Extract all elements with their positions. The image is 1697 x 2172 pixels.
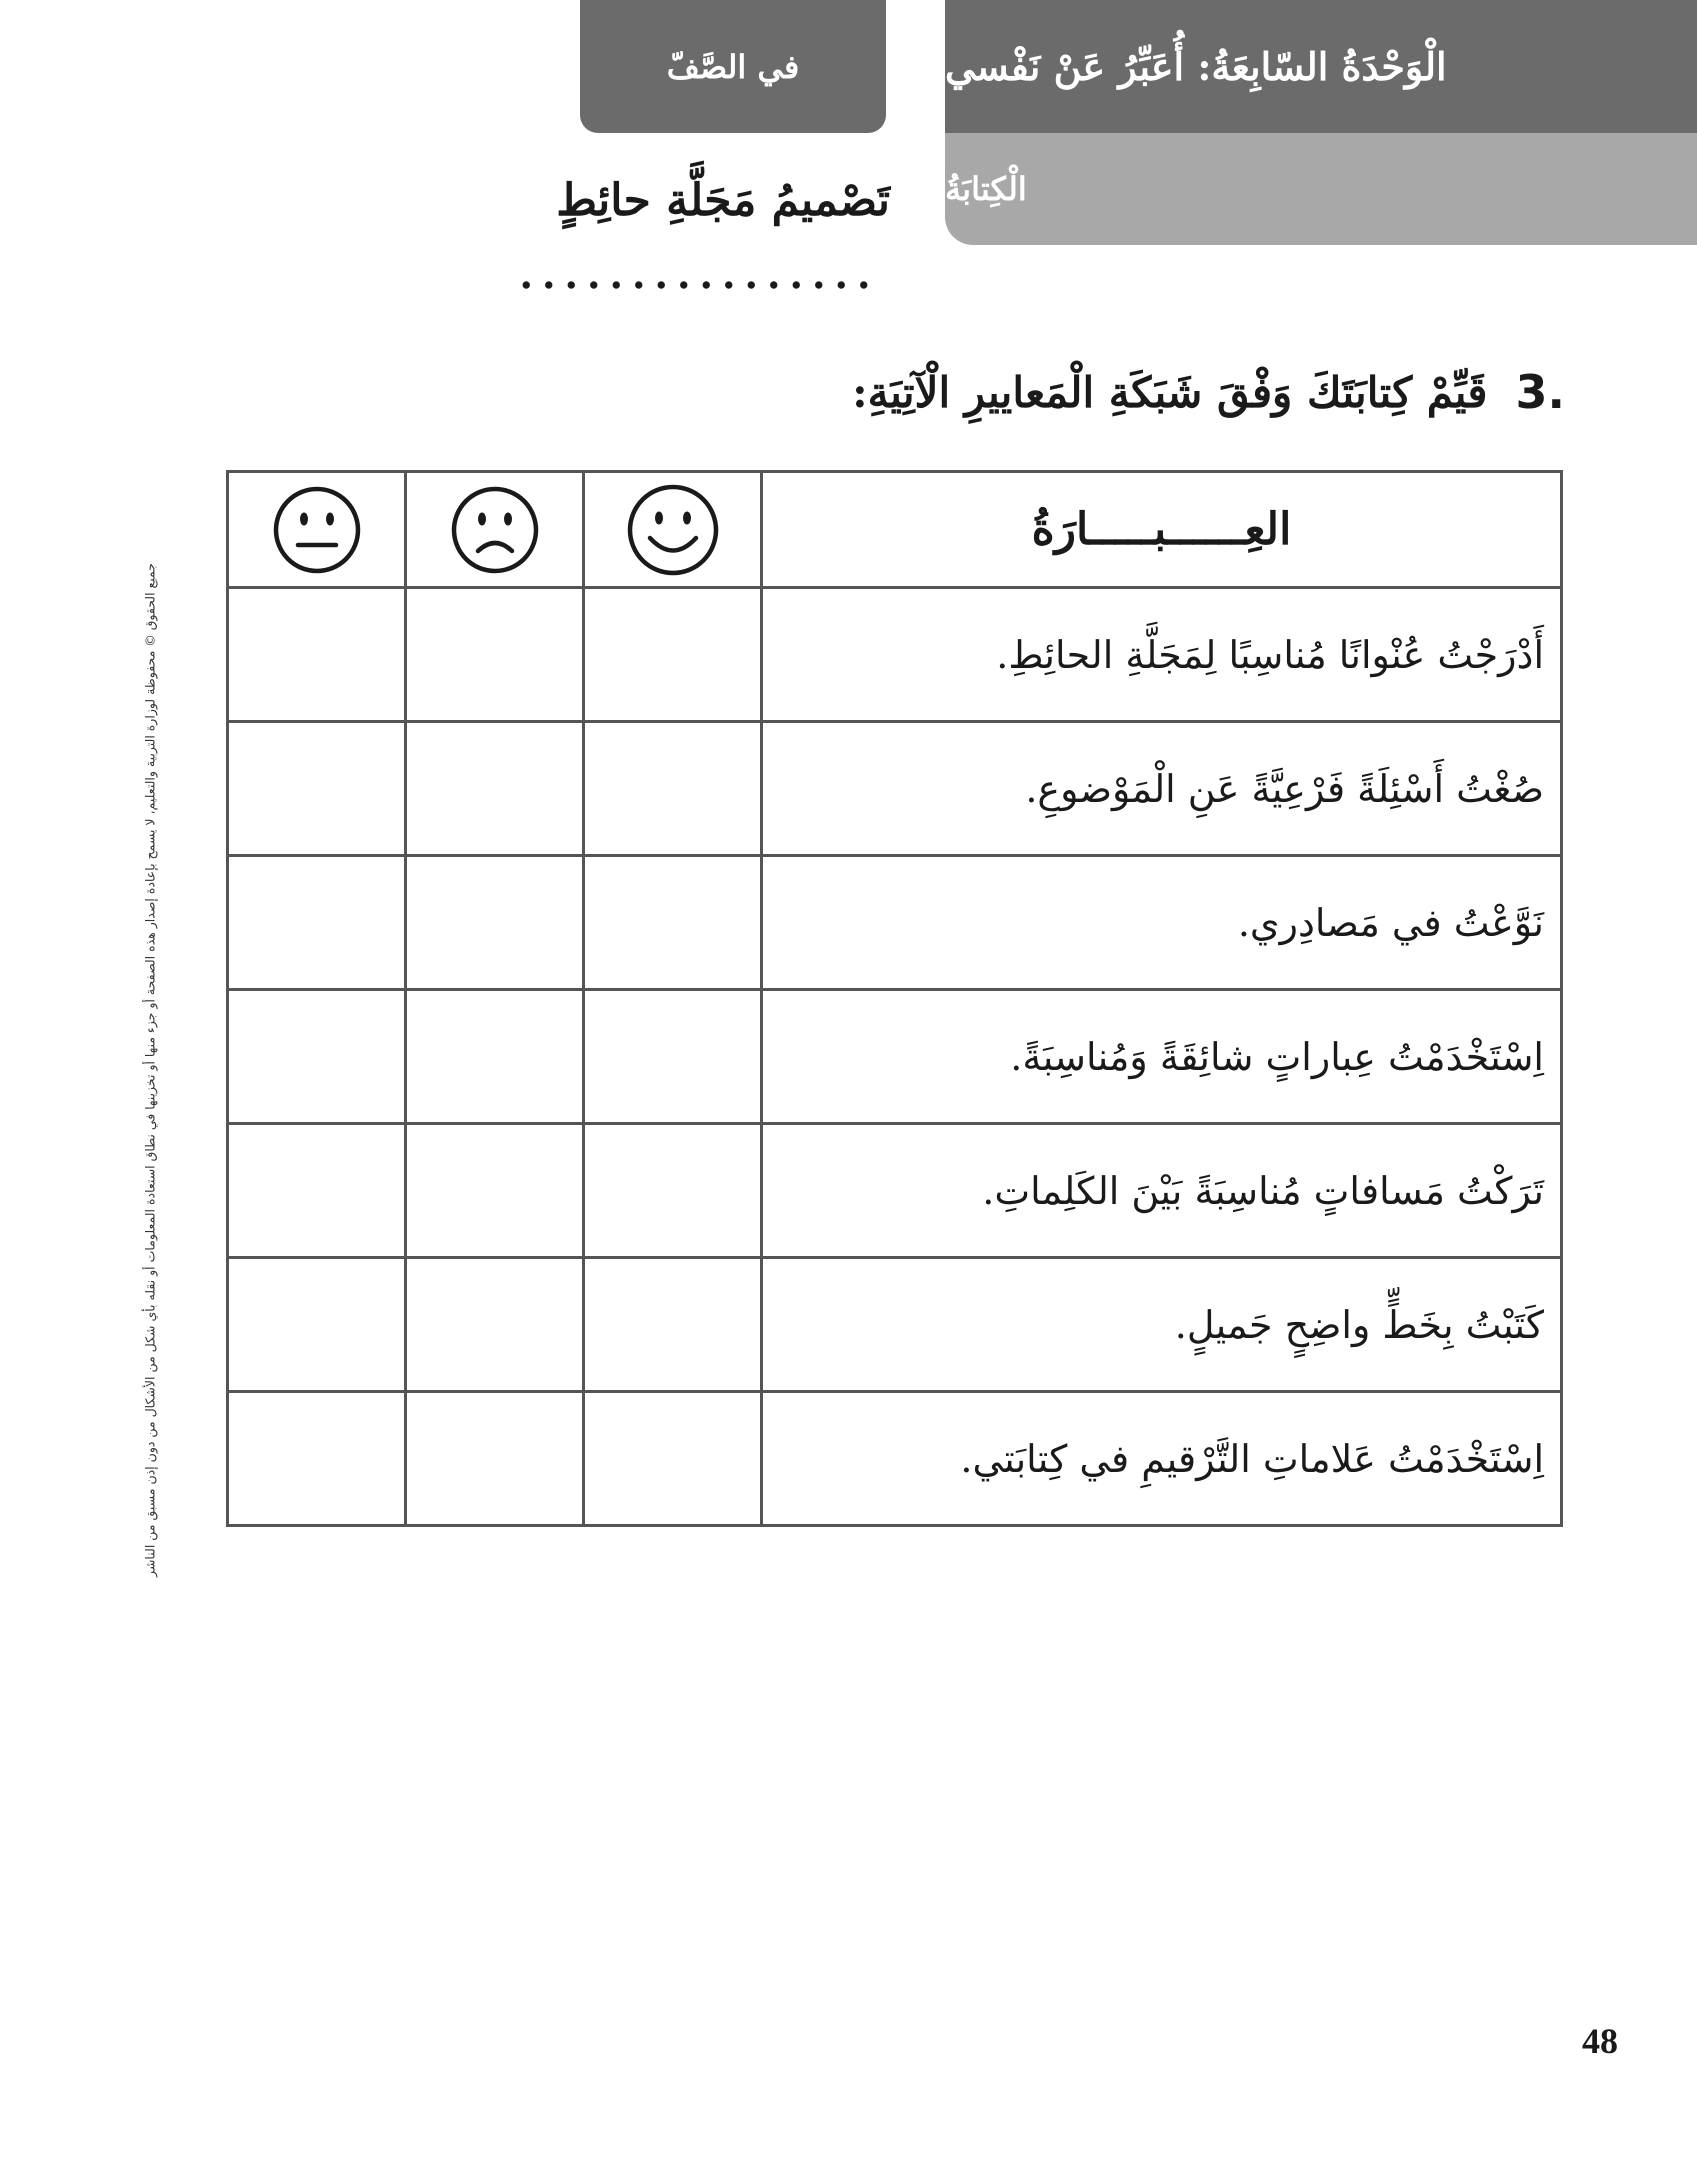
- happy-rating-cell[interactable]: [584, 856, 762, 990]
- statement-cell: أَدْرَجْتُ عُنْوانًا مُناسِبًا لِمَجَلَّةِ الحائِطِ.: [762, 588, 1562, 722]
- happy-rating-cell[interactable]: [584, 1258, 762, 1392]
- statement-cell: اِسْتَخْدَمْتُ عِباراتٍ شائِقَةً وَمُناسِبَةً.: [762, 990, 1562, 1124]
- sad-rating-cell[interactable]: [406, 1258, 584, 1392]
- question-instruction: [700, 365, 1565, 419]
- sad-rating-cell[interactable]: [406, 856, 584, 990]
- statement-cell: كَتَبْتُ بِخَطٍّ واضِحٍ جَميلٍ.: [762, 1258, 1562, 1392]
- statement-cell: اِسْتَخْدَمْتُ عَلاماتِ التَّرْقيمِ في كِتابَتي.: [762, 1392, 1562, 1526]
- neutral-rating-cell[interactable]: [228, 588, 406, 722]
- neutral-column-header: [228, 472, 406, 588]
- sad-column-header: [406, 472, 584, 588]
- happy-rating-cell[interactable]: [584, 588, 762, 722]
- unit-title: الْوَحْدَةُ السّابِعَةُ: أُعَبِّرُ عَنْ نَفْسي: [945, 44, 1447, 89]
- table-row: [228, 588, 1562, 722]
- dotted-divider: [515, 280, 875, 290]
- neutral-face-icon: [272, 485, 362, 575]
- happy-face-icon: [626, 483, 720, 577]
- table-row: [228, 722, 1562, 856]
- question-number: 3.: [1515, 365, 1565, 419]
- sad-rating-cell[interactable]: [406, 990, 584, 1124]
- neutral-rating-cell[interactable]: [228, 722, 406, 856]
- statement-header: العِــــــبـــــارَةُ: [762, 472, 1562, 588]
- sad-rating-cell[interactable]: [406, 1392, 584, 1526]
- class-tab-label: في الصَّفّ: [666, 47, 800, 86]
- neutral-rating-cell[interactable]: [228, 1124, 406, 1258]
- neutral-rating-cell[interactable]: [228, 1392, 406, 1526]
- neutral-rating-cell[interactable]: [228, 856, 406, 990]
- question-text: قَيِّمْ كِتابَتَكَ وَفْقَ شَبَكَةِ الْمَعاييرِ الْآتِيَةِ:: [852, 367, 1488, 417]
- statement-cell: نَوَّعْتُ في مَصادِري.: [762, 856, 1562, 990]
- statement-cell: صُغْتُ أَسْئِلَةً فَرْعِيَّةً عَنِ الْمَوْضوعِ.: [762, 722, 1562, 856]
- sad-rating-cell[interactable]: [406, 588, 584, 722]
- unit-title-bar: [945, 0, 1697, 133]
- table-row: [228, 1392, 1562, 1526]
- table-row: [228, 856, 1562, 990]
- table-row: [228, 1258, 1562, 1392]
- neutral-rating-cell[interactable]: [228, 990, 406, 1124]
- happy-rating-cell[interactable]: [584, 1124, 762, 1258]
- happy-rating-cell[interactable]: [584, 722, 762, 856]
- table-header-row: [228, 472, 1562, 588]
- class-tab: [580, 0, 886, 133]
- statement-cell: تَرَكْتُ مَسافاتٍ مُناسِبَةً بَيْنَ الكَلِماتِ.: [762, 1124, 1562, 1258]
- section-bar: [945, 133, 1697, 245]
- neutral-rating-cell[interactable]: [228, 1258, 406, 1392]
- sad-face-icon: [450, 485, 540, 575]
- section-label: الْكِتابَةُ: [945, 170, 1027, 208]
- sad-rating-cell[interactable]: [406, 1124, 584, 1258]
- table-row: [228, 1124, 1562, 1258]
- lesson-title: تَصْميمُ مَجَلَّةِ حائِطٍ: [556, 175, 890, 226]
- sad-rating-cell[interactable]: [406, 722, 584, 856]
- table-row: [228, 990, 1562, 1124]
- page-number: 48: [1582, 2021, 1618, 2061]
- evaluation-table: [226, 470, 1563, 1527]
- happy-rating-cell[interactable]: [584, 1392, 762, 1526]
- happy-rating-cell[interactable]: [584, 990, 762, 1124]
- copyright-notice: جميع الحقوق © محفوظة لوزارة التربية والتعليم، لا يسمح بإعادة إصدار هذه الصفحة أو جزء منها أو تخزينها في نطاق استعادة المعلومات أو نقله بأي شكل من الأشكال من دون إذن مسبق من الناشر: [142, 563, 158, 1577]
- happy-column-header: [584, 472, 762, 588]
